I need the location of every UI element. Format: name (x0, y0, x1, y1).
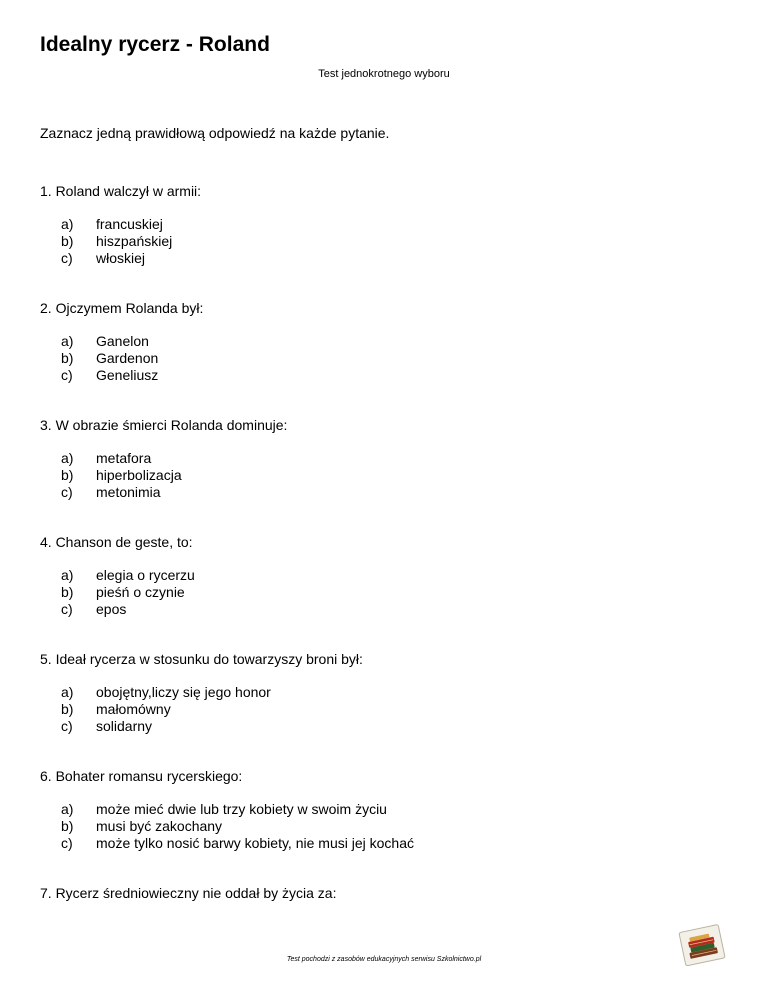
answer-letter: c) (61, 835, 73, 851)
question-text: 4. Chanson de geste, to: (40, 534, 193, 550)
answer-option-a[interactable] (40, 216, 720, 233)
answer-option-a[interactable] (40, 333, 720, 350)
answer-option-b[interactable] (40, 233, 720, 250)
page-title: Idealny rycerz - Roland (40, 33, 270, 56)
answer-option-c[interactable] (40, 367, 720, 384)
answer-option-b[interactable] (40, 701, 720, 718)
answer-option-b[interactable] (40, 584, 720, 601)
answer-list (40, 684, 720, 735)
question-text: 6. Bohater romansu rycerskiego: (40, 768, 243, 784)
answer-text: Gardenon (96, 350, 159, 366)
answer-letter: b) (61, 233, 74, 249)
answer-list (40, 801, 720, 852)
answer-list (40, 567, 720, 618)
answer-text: małomówny (96, 701, 171, 717)
question-text: 2. Ojczymem Rolanda był: (40, 300, 204, 316)
answer-option-a[interactable] (40, 450, 720, 467)
answer-letter: b) (61, 467, 74, 483)
question-3 (40, 416, 720, 501)
answer-option-c[interactable] (40, 601, 720, 618)
answer-text: epos (96, 601, 127, 617)
answer-text: metonimia (96, 484, 161, 500)
answer-text: Ganelon (96, 333, 149, 349)
answer-letter: a) (61, 216, 74, 232)
answer-option-b[interactable] (40, 350, 720, 367)
answer-option-a[interactable] (40, 567, 720, 584)
footer-source-text: Test pochodzi z zasobów edukacyjnych serwisu Szkolnictwo.pl (286, 956, 482, 963)
question-4 (40, 533, 720, 618)
answer-text: włoskiej (96, 250, 146, 266)
answer-text: pieśń o czynie (96, 584, 185, 600)
answer-text: hiszpańskiej (96, 233, 173, 249)
answer-letter: b) (61, 584, 74, 600)
answer-text: solidarny (96, 718, 153, 734)
question-2 (40, 299, 720, 384)
question-7 (40, 884, 720, 902)
answer-text: Geneliusz (96, 367, 159, 383)
instruction-text: Zaznacz jedną prawidłową odpowiedź na każde pytanie. (40, 125, 390, 141)
answer-text: hiperbolizacja (96, 467, 182, 483)
answer-text: francuskiej (96, 216, 163, 232)
answer-text: musi być zakochany (96, 818, 223, 834)
question-1 (40, 182, 720, 267)
answer-list (40, 450, 720, 501)
answer-letter: a) (61, 450, 74, 466)
answer-text: metafora (96, 450, 152, 466)
answer-letter: c) (61, 718, 73, 734)
question-text: 3. W obrazie śmierci Rolanda dominuje: (40, 417, 288, 433)
answer-option-c[interactable] (40, 835, 720, 852)
answer-letter: b) (61, 701, 74, 717)
answer-letter: a) (61, 567, 74, 583)
answer-letter: c) (61, 601, 73, 617)
answer-option-c[interactable] (40, 484, 720, 501)
answer-letter: c) (61, 250, 73, 266)
answer-list (40, 333, 720, 384)
answer-text: elegia o rycerzu (96, 567, 195, 583)
question-5 (40, 650, 720, 735)
answer-option-a[interactable] (40, 801, 720, 818)
answer-option-c[interactable] (40, 250, 720, 267)
answer-letter: b) (61, 818, 74, 834)
question-text: 1. Roland walczył w armii: (40, 183, 202, 199)
answer-option-b[interactable] (40, 467, 720, 484)
question-text: 7. Rycerz średniowieczny nie oddał by życia za: (40, 885, 337, 901)
question-6 (40, 767, 720, 852)
answer-letter: b) (61, 350, 74, 366)
question-text: 5. Ideał rycerza w stosunku do towarzyszy broni był: (40, 651, 363, 667)
answer-text: może mieć dwie lub trzy kobiety w swoim życiu (96, 801, 387, 817)
answer-letter: a) (61, 684, 74, 700)
answer-option-a[interactable] (40, 684, 720, 701)
answer-letter: a) (61, 801, 74, 817)
answer-list (40, 216, 720, 267)
answer-option-c[interactable] (40, 718, 720, 735)
answer-option-b[interactable] (40, 818, 720, 835)
answer-letter: c) (61, 484, 73, 500)
page-subtitle: Test jednokrotnego wyboru (318, 68, 450, 80)
answer-letter: a) (61, 333, 74, 349)
answer-text: może tylko nosić barwy kobiety, nie musi jej kochać (96, 835, 414, 851)
books-icon (678, 924, 728, 966)
answer-text: obojętny,liczy się jego honor (96, 684, 271, 700)
answer-letter: c) (61, 367, 73, 383)
